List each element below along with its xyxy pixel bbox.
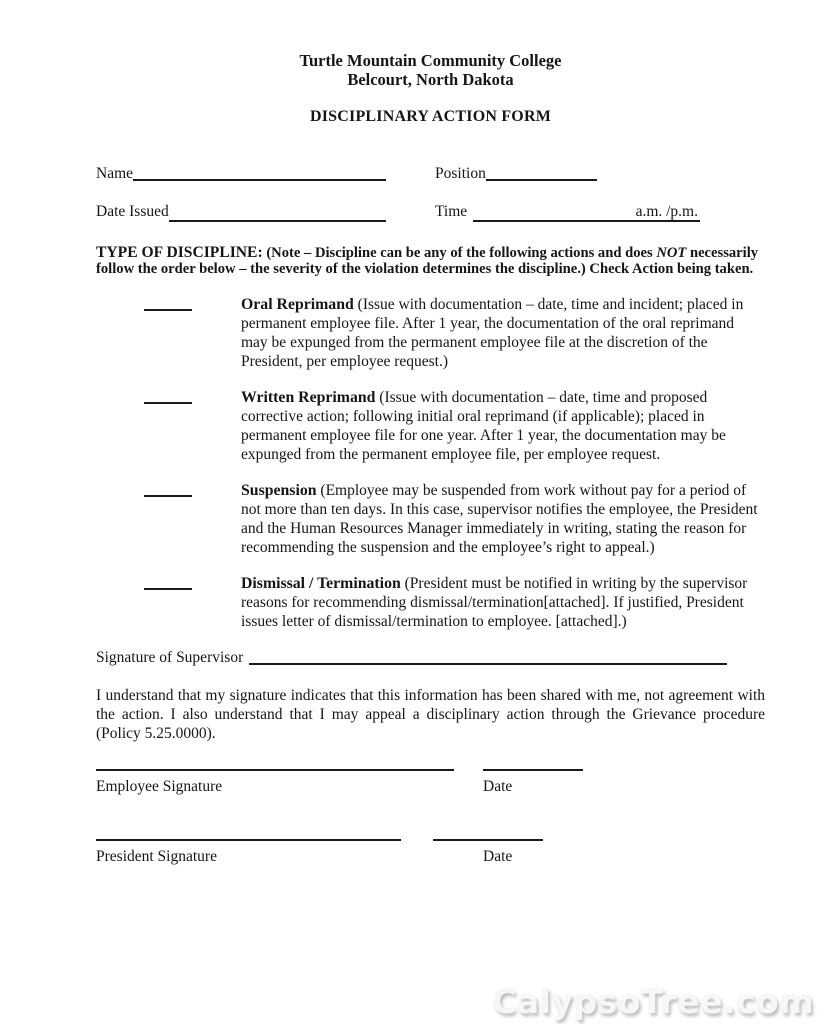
discipline-options [96, 295, 765, 631]
option-description: (Issue with documentation – date, time and incident; placed in permanent employee file. After 1 year, the documentation of the oral reprimand may be expunged from the permanent employee file at the discretion of the President, per employee request.) [241, 296, 744, 370]
field-spacer [386, 203, 435, 223]
name-field [96, 165, 386, 182]
acknowledgment-paragraph: I understand that my signature indicates that this information has been shared with me, not agreement with the action. I also understand that I may appeal a disciplinary action through the Grievance procedure (Policy 5.25.0000). [96, 687, 765, 742]
employee-date-label: Date [483, 778, 513, 795]
option-written-reprimand [96, 388, 765, 464]
option-text [241, 481, 763, 557]
option-title: Dismissal / Termination [241, 575, 401, 592]
supervisor-signature-row [96, 649, 727, 666]
field-spacer [386, 165, 435, 182]
employee-signature-labels [96, 778, 765, 795]
option-description: (President must be notified in writing by the supervisor reasons for recommending dismissal/termination[attached]. If justified, President issues letter of dismissal/termination to employee. [attached].) [241, 575, 748, 630]
option-text [241, 388, 763, 464]
employee-signature-lines [96, 767, 765, 771]
employee-signature-line [96, 767, 454, 771]
president-signature-block [96, 837, 765, 865]
president-date-label: Date [483, 848, 513, 865]
option-dismissal-termination [96, 574, 765, 631]
employee-signature-block [96, 767, 765, 795]
option-title: Oral Reprimand [241, 296, 354, 313]
time-blank-line [473, 203, 633, 222]
position-blank-line [486, 165, 597, 181]
name-blank-line [133, 165, 386, 181]
time-meridiem-label: a.m. /p.m. [635, 203, 698, 220]
discipline-note-post: necessarily follow the order below – the severity of the violation determines the discipline.) Check Action being taken. [96, 245, 759, 277]
president-signature-line [96, 837, 401, 841]
time-label: Time [435, 203, 468, 220]
discipline-note-emphasis: NOT [656, 245, 687, 261]
org-header [96, 52, 765, 89]
line-gap [454, 767, 483, 771]
date-issued-blank-line [169, 203, 386, 222]
written-reprimand-check-line [144, 388, 192, 404]
discipline-note-pre: (Note – Discipline can be any of the following actions and does [266, 245, 657, 261]
watermark: CalypsoTree.com [492, 982, 814, 1021]
name-label: Name [96, 165, 134, 182]
president-signature-label: President Signature [96, 848, 217, 865]
president-signature-lines [96, 837, 765, 841]
date-issued-label: Date Issued [96, 203, 169, 220]
org-name: Turtle Mountain Community College [299, 51, 562, 70]
option-title: Suspension [241, 482, 317, 499]
supervisor-signature-label: Signature of Supervisor [96, 649, 244, 666]
president-date-line [433, 837, 543, 841]
document-content [96, 52, 765, 865]
oral-reprimand-check-line [144, 295, 192, 311]
date-time-row [96, 203, 765, 223]
option-description: (Employee may be suspended from work without pay for a period of not more than ten days. In this case, supervisor notifies the employee, the President and the Human Resources Manager immediately in writing, stating the reason for recommending the suspension and the employee’s right to appeal.) [241, 482, 758, 556]
form-title: DISCIPLINARY ACTION FORM [310, 108, 551, 125]
option-suspension [96, 481, 765, 557]
supervisor-signature-line [249, 649, 727, 665]
discipline-heading [96, 245, 765, 277]
option-oral-reprimand [96, 295, 765, 371]
employee-date-line [483, 767, 583, 771]
position-label: Position [435, 165, 486, 182]
president-signature-labels [96, 848, 765, 865]
option-text [241, 295, 763, 371]
dismissal-check-line [144, 574, 192, 590]
suspension-check-line [144, 481, 192, 497]
discipline-heading-label: TYPE OF DISCIPLINE: [96, 244, 263, 261]
option-title: Written Reprimand [241, 389, 376, 406]
employee-signature-label: Employee Signature [96, 778, 223, 795]
date-issued-field [96, 203, 386, 223]
line-gap [401, 837, 433, 841]
name-position-row [96, 165, 765, 182]
option-description: (Issue with documentation – date, time and proposed corrective action; following initial oral reprimand (if applicable); placed in permanent employee file for one year. After 1 year, the documentation may be expunged from the permanent employee file, per employee request. [241, 389, 726, 463]
option-text [241, 574, 763, 631]
time-field [435, 203, 700, 223]
org-location: Belcourt, North Dakota [347, 69, 514, 89]
position-field [435, 165, 597, 182]
